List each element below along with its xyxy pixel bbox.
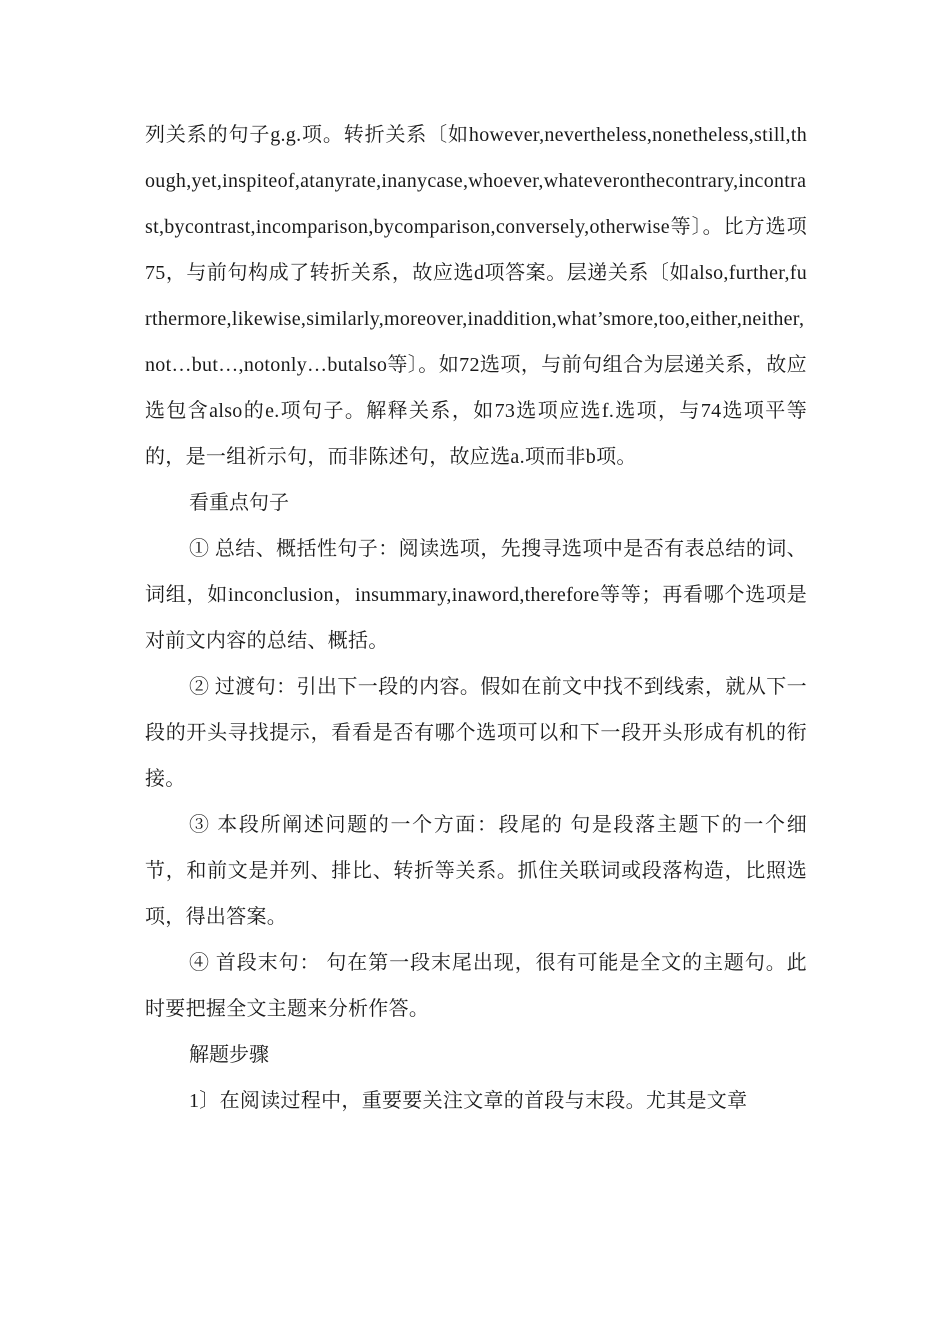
paragraph-summary-sentence: ① 总结、概括性句子：阅读选项，先搜寻选项中是否有表总结的词、词组，如inconclusion，insummary,inaword,therefore等等；再看哪个选项是对前文内容的总结、概括。 <box>145 538 807 652</box>
paragraph-transition-sentence: ② 过渡句：引出下一段的内容。假如在前文中找不到线索，就从下一段的开头寻找提示，看看是否有哪个选项可以和下一段开头形成有机的衔接。 <box>145 676 807 790</box>
paragraph-first-para-end: ④ 首段末句： 句在第一段末尾出现，很有可能是全文的主题句。此时要把握全文主题来分析作答。 <box>145 952 807 1020</box>
paragraph-relations: 列关系的句子g.g.项。转折关系〔如however,nevertheless,nonetheless,still,though,yet,inspiteof,atanyrate,inanycase,whoever,whateveronthecontrary,incontrast,bycontrast,incomparison,bycomparison,conversely,otherwise等〕。比方选项75，与前句构成了转折关系，故应选d项答案。层递关系〔如also,further,furthermore,likewise,similarly,moreover,inaddition,what’smore,too,either,neither,not…but…,notonly…butalso等〕。如72选项，与前句组合为层递关系，故应选包含also的e.项句子。解释关系，如73选项应选f.选项，与74选项平等的，是一组祈示句，而非陈述句，故应选a.项而非b项。 <box>145 124 807 468</box>
document-body <box>145 112 807 1124</box>
paragraph-aspect-sentence: ③ 本段所阐述问题的一个方面：段尾的 句是段落主题下的一个细节，和前文是并列、排比、转折等关系。抓住关联词或段落构造，比照选项，得出答案。 <box>145 814 807 928</box>
heading-key-sentences: 看重点句子 <box>189 492 289 514</box>
heading-solving-steps: 解题步骤 <box>189 1044 269 1066</box>
paragraph-step-1: 1〕在阅读过程中，重要要关注文章的首段与末段。尤其是文章 <box>189 1090 748 1112</box>
